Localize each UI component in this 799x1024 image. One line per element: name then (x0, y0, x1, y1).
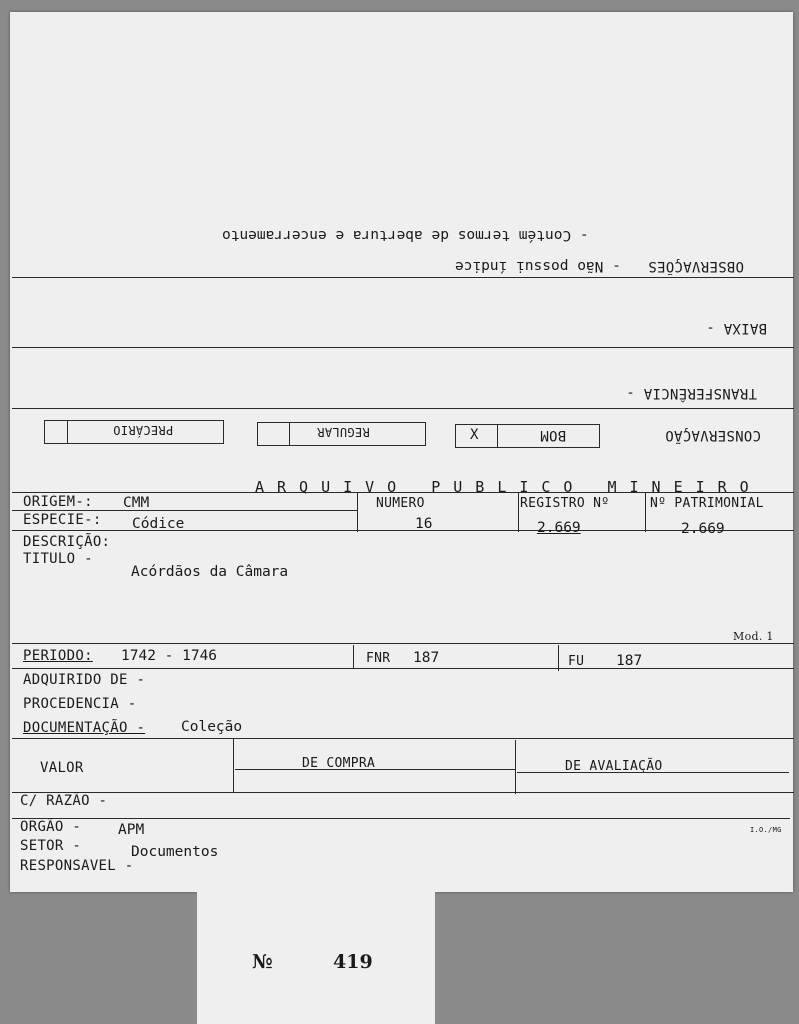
procedencia-label: PROCEDENCIA - (23, 696, 137, 712)
valor-label: VALOR (40, 760, 84, 776)
documentacao-label: DOCUMENTAÇÃO - (23, 720, 146, 736)
titulo-label: TITULO - (23, 551, 93, 567)
de-compra-label: DE COMPRA (302, 756, 376, 771)
documentacao-value: Coleção (181, 719, 243, 735)
fu-label: FU (568, 654, 585, 669)
patrimonial-label: Nº PATRIMONIAL (650, 496, 764, 511)
mod-label: Mod. 1 (733, 630, 774, 643)
number-sign: № (252, 951, 273, 973)
divider (12, 277, 794, 278)
registro-value: 2.669 (537, 520, 581, 536)
especie-value: Códice (132, 516, 185, 532)
divider (12, 347, 794, 348)
responsavel-label: RESPONSAVEL - (20, 858, 134, 874)
patrimonial-value: 2.669 (681, 521, 725, 537)
razao-label: C/ RAZÃO - (20, 793, 108, 809)
divider (12, 408, 794, 409)
card-number: 419 (333, 951, 373, 973)
io-mark: I.O./MG (750, 826, 782, 834)
periodo-value: 1742 - 1746 (121, 648, 218, 664)
periodo-label: PERIODO: (23, 648, 93, 664)
de-avaliacao-label: DE AVALIAÇÃO (565, 759, 663, 774)
adquirido-label: ADQUIRIDO DE - (23, 672, 146, 688)
fnr-label: FNR (366, 651, 391, 666)
baixa-label: BAIXA - (706, 320, 768, 336)
card-tab (197, 888, 435, 1024)
registro-label: REGISTRO Nº (520, 496, 610, 511)
regular-label: REGULAR (317, 425, 370, 439)
obs-line-1: - Não possui índice (455, 258, 621, 274)
numero-label: NUMERO (376, 496, 425, 511)
index-card (10, 12, 793, 892)
orgao-label: ORGÃO - (20, 819, 82, 835)
observacoes-label: OBSERVAÇÕES (648, 258, 745, 274)
archive-title: ARQUIVO PUBLICO MINEIRO (255, 478, 762, 496)
obs-line-2: - Contém termos de abertura e encerramento (222, 227, 589, 243)
especie-label: ESPECIE-: (23, 512, 102, 528)
orgao-value: APM (118, 822, 145, 838)
precario-label: PRECÁRIO (113, 423, 174, 437)
origem-label: ORIGEM-: (23, 494, 93, 510)
conservacao-label: CONSERVAÇÃO (665, 427, 762, 443)
descricao-label: DESCRIÇÃO: (23, 534, 111, 550)
setor-value: Documentos (131, 844, 219, 860)
transferencia-label: TRANSFERÊNCIA - (626, 385, 757, 401)
bom-label: BOM (540, 427, 567, 443)
setor-label: SETOR - (20, 838, 82, 854)
origem-value: CMM (123, 495, 150, 511)
titulo-value: Acórdãos da Câmara (131, 564, 289, 580)
fnr-value: 187 (413, 650, 440, 666)
fu-value: 187 (616, 653, 643, 669)
bom-mark: X (470, 427, 479, 443)
numero-value: 16 (415, 516, 433, 532)
